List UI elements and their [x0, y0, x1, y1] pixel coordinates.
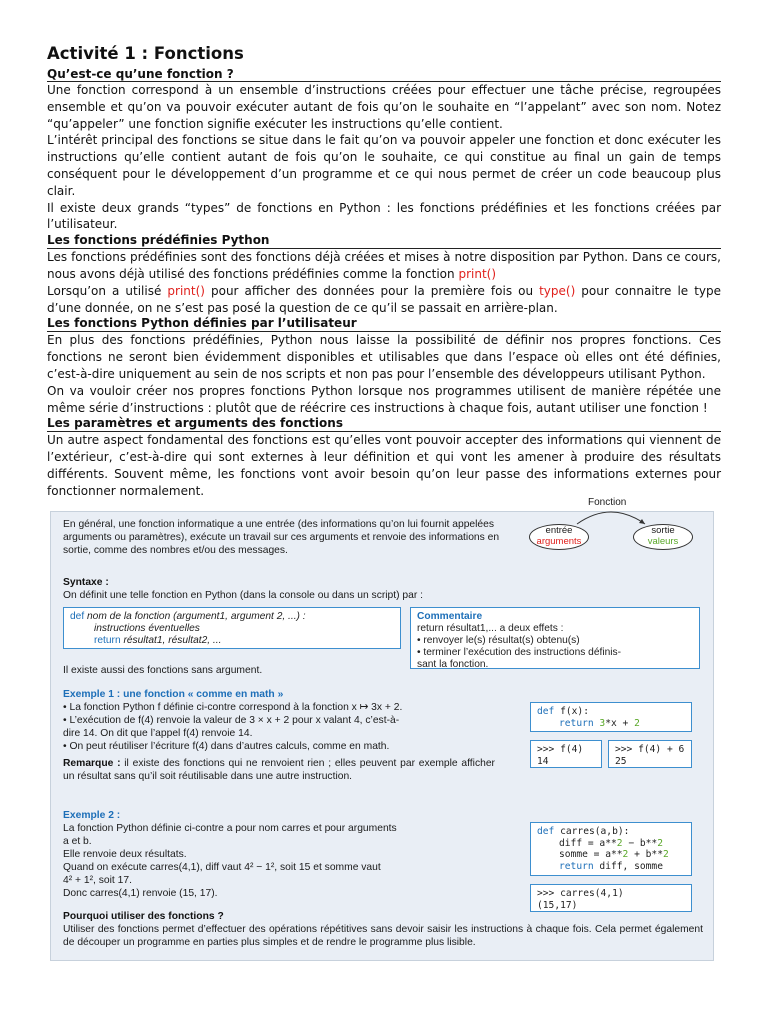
diagram-arrow-icon — [571, 502, 651, 530]
diagram-input-oval: entrée arguments — [529, 524, 589, 550]
example-2-code: def carres(a,b): diff = a**2 − b**2 somme = a**2 + b**2 return diff, somme — [530, 822, 692, 876]
print-function-ref: print() — [458, 266, 497, 281]
why-use-functions: Pourquoi utiliser des fonctions ? Utiliser des fonctions permet d’effectuer des opérations répétitives sans devoir saisir les instructions à chaque fois. Cela permet également de découper un programme en parties plus simples et de rendre le programme plus lisible. — [63, 911, 703, 948]
example-2: Exemple 2 : La fonction Python définie ci-contre a pour nom carres et pour arguments a et b. Elle renvoie deux résultats. Quand on exécute carres(4,1), diff vaut 4² − 1², soit 15 et somme vaut 4² + 1², soit 17. Donc carres(4,1) renvoie (15, 17). — [63, 810, 397, 899]
intro-paragraph-1: Une fonction correspond à un ensemble d’instructions créées pour effectuer une tâche précise, regroupées ensemble et qu’on va pouvoir exécuter autant de fois qu’on le souhaite en “l’appelant” avec son nom. Notez “qu’appeler” une fonction signifie exécuter les instructions qu’elle contient. — [47, 83, 721, 131]
predefined-paragraph-2: Lorsqu’on a utilisé print() pour afficher des données pour la première fois ou type() pour connaitre le type d’une donnée, on ne s’est pas posé la question de ce qu’il se passait en arrière-plan. — [47, 283, 722, 315]
remark: Remarque : il existe des fonctions qui ne renvoient rien ; elles peuvent par exemple afficher un résultat sans qu’il soit réutilisable dans une autre instruction. — [63, 758, 495, 782]
page-title: Activité 1 : Fonctions — [47, 44, 244, 63]
example-1-console-2: >>> f(4) + 6 25 — [608, 740, 692, 768]
predefined-paragraph-1: Les fonctions prédéfinies sont des fonctions déjà créées et mises à notre disposition par Python. Dans ce cours, nous avons déjà utilisé des fonctions prédéfinies comme la fonction print() — [47, 250, 721, 281]
section-heading-predefined: Les fonctions prédéfinies Python — [47, 233, 721, 249]
example-1-code: def f(x): return 3*x + 2 — [530, 702, 692, 732]
diagram-function-label: Fonction — [588, 497, 627, 508]
syntax-text: On définit une telle fonction en Python (dans la console ou dans un script) par : — [63, 590, 424, 601]
user-defined-paragraph-2: On va vouloir créer nos propres fonctions Python lorsque nos programmes utilisent de manière répétée une même série d’instructions : plutôt que de réécrire ces instructions à chaque fois, autant utiliser une fonction ! — [47, 383, 721, 415]
subtitle: Qu’est-ce qu’une fonction ? — [47, 67, 234, 81]
no-argument-note: Il existe aussi des fonctions sans argument. — [63, 665, 263, 676]
diagram-output-oval: sortie valeurs — [633, 524, 693, 550]
inset-intro: En général, une fonction informatique a une entrée (des informations qu’on lui fournit appelées arguments ou paramètres), exécute un travail sur ces arguments et renvoie des informations en sortie, comme des nombres et/ou des messages. — [63, 519, 500, 556]
section-heading-user-defined: Les fonctions Python définies par l’utilisateur — [47, 316, 721, 332]
textbook-excerpt — [50, 497, 714, 961]
syntax-code-box: def nom de la fonction (argument1, argument 2, ...) : instructions éventuelles return résultat1, résultat2, ... — [63, 607, 401, 649]
print-function-ref: print() — [167, 283, 205, 298]
section-heading-parameters: Les paramètres et arguments des fonctions — [47, 416, 721, 432]
intro-paragraph-2: L’intérêt principal des fonctions se situe dans le fait qu’on va pouvoir appeler une fonction et donc exécuter les instructions qu’elle contient autant de fois qu’on le souhaite, ce qui constitue au final un gain de temps conséquent pour le développement d’un programme et ce qui nous permet de créer un code beaucoup plus clair. — [47, 133, 721, 198]
syntax-title: Syntaxe : — [63, 577, 109, 588]
parameters-paragraph: Un autre aspect fondamental des fonctions est qu’elles vont pouvoir accepter des informations qui viennent de l’extérieur, c’est-à-dire qui sont externes à leur définition et qui vont les amener à produire des résultats différents. Souvent même, les fonctions vont avoir besoin qu’on leur passe des informations externes pour fonctionner normalement. — [47, 433, 721, 498]
example-1-console-1: >>> f(4) 14 — [530, 740, 602, 768]
example-1: Exemple 1 : une fonction « comme en math » • La fonction Python f définie ci-contre correspond à la fonction x ↦ 3x + 2. • L’exécution de f(4) renvoie la valeur de 3 × x + 2 pour x valant 4, c’est-à- dire 14. On dit que l’appel f(4) renvoie 14. • On peut réutiliser l’écriture f(4) dans d’autres calculs, comme en math. — [63, 689, 403, 752]
type-function-ref: type() — [539, 283, 576, 298]
worksheet — [47, 44, 721, 500]
user-defined-paragraph-1: En plus des fonctions prédéfinies, Python nous laisse la possibilité de définir nos propres fonctions. Ces fonctions ne seront bien évidemment disponibles et utilisables que dans l’espace où elles ont été définies, c’est-à-dire uniquement au sein de nos scripts et non pas pour l’ensemble des développeurs utilisant Python. — [47, 333, 721, 381]
intro-paragraph-3: Il existe deux grands “types” de fonctions en Python : les fonctions prédéfinies et les fonctions créées par l’utilisateur. — [47, 200, 721, 232]
example-2-console: >>> carres(4,1) (15,17) — [530, 884, 692, 912]
comment-box: Commentaire return résultat1,... a deux effets : • renvoyer le(s) résultat(s) obtenu(s) • terminer l’exécution des instructions définis- sant la fonction. — [410, 607, 700, 669]
